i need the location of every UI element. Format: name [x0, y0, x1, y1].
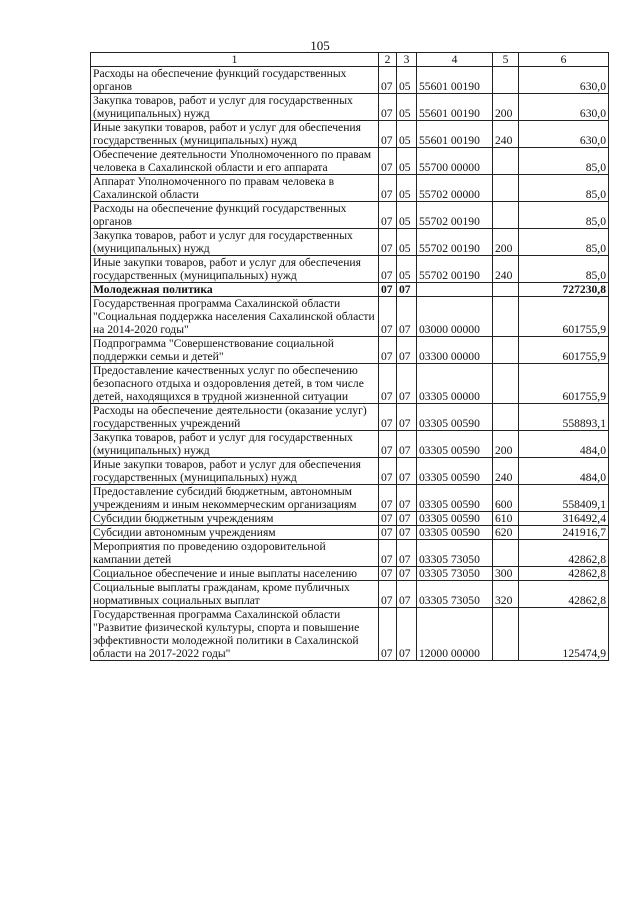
- row-section: 07: [379, 404, 397, 431]
- row-expense-type: 240: [493, 458, 519, 485]
- row-subsection: 05: [397, 67, 417, 94]
- row-expense-type: 320: [493, 581, 519, 608]
- row-subsection: 07: [397, 431, 417, 458]
- row-expense-type: [493, 608, 519, 661]
- row-expense-type: [493, 337, 519, 364]
- table-row: [91, 297, 609, 337]
- row-target-article: 55601 00190: [417, 121, 493, 148]
- row-section: 07: [379, 256, 397, 283]
- table-row: [91, 540, 609, 567]
- row-expense-type: [493, 283, 519, 297]
- table-row: [91, 148, 609, 175]
- row-section: 07: [379, 202, 397, 229]
- row-name: Предоставление субсидий бюджетным, автономным учреждениям и иным некоммерческим организациям: [91, 485, 379, 512]
- row-subsection: 07: [397, 485, 417, 512]
- table-row: [91, 283, 609, 297]
- row-subsection: 05: [397, 121, 417, 148]
- row-subsection: 07: [397, 512, 417, 526]
- table-row: [91, 608, 609, 661]
- row-section: 07: [379, 526, 397, 540]
- row-subsection: 07: [397, 540, 417, 567]
- row-amount: 316492,4: [519, 512, 609, 526]
- row-amount: 630,0: [519, 94, 609, 121]
- table-row: [91, 567, 609, 581]
- row-target-article: 55700 00000: [417, 148, 493, 175]
- row-expense-type: [493, 404, 519, 431]
- row-target-article: 55702 00190: [417, 202, 493, 229]
- row-target-article: 55702 00190: [417, 229, 493, 256]
- row-subsection: 05: [397, 256, 417, 283]
- row-section: 07: [379, 121, 397, 148]
- row-target-article: [417, 283, 493, 297]
- row-subsection: 07: [397, 404, 417, 431]
- row-amount: 125474,9: [519, 608, 609, 661]
- row-amount: 484,0: [519, 431, 609, 458]
- row-amount: 42862,8: [519, 567, 609, 581]
- row-amount: 85,0: [519, 256, 609, 283]
- row-amount: 85,0: [519, 229, 609, 256]
- row-subsection: 07: [397, 567, 417, 581]
- row-subsection: 07: [397, 526, 417, 540]
- page-number: 105: [310, 38, 330, 53]
- table-row: [91, 431, 609, 458]
- row-name: Аппарат Уполномоченного по правам человека в Сахалинской области: [91, 175, 379, 202]
- row-section: 07: [379, 540, 397, 567]
- row-name: Иные закупки товаров, работ и услуг для обеспечения государственных (муниципальных) нужд: [91, 458, 379, 485]
- row-target-article: 03305 00590: [417, 431, 493, 458]
- row-section: 07: [379, 458, 397, 485]
- row-expense-type: 620: [493, 526, 519, 540]
- row-section: 07: [379, 94, 397, 121]
- row-name: Расходы на обеспечение функций государственных органов: [91, 67, 379, 94]
- row-name: Государственная программа Сахалинской области "Социальная поддержка населения Сахалинской области на 2014-2020 годы": [91, 297, 379, 337]
- row-target-article: 12000 00000: [417, 608, 493, 661]
- row-section: 07: [379, 175, 397, 202]
- row-section: 07: [379, 431, 397, 458]
- table-row: [91, 485, 609, 512]
- row-name: Обеспечение деятельности Уполномоченного по правам человека в Сахалинской области и его аппарата: [91, 148, 379, 175]
- row-name: Государственная программа Сахалинской области "Развитие физической культуры, спорта и повышение эффективности молодежной политики в Сахалинской области на 2017-2022 годы": [91, 608, 379, 661]
- row-target-article: 03305 73050: [417, 540, 493, 567]
- row-name: Подпрограмма "Совершенствование социальной поддержки семьи и детей": [91, 337, 379, 364]
- row-subsection: 05: [397, 229, 417, 256]
- row-section: 07: [379, 297, 397, 337]
- row-expense-type: [493, 364, 519, 404]
- row-subsection: 07: [397, 337, 417, 364]
- row-section: 07: [379, 148, 397, 175]
- row-section: 07: [379, 512, 397, 526]
- row-target-article: 55702 00000: [417, 175, 493, 202]
- row-expense-type: 610: [493, 512, 519, 526]
- budget-table: [90, 52, 609, 661]
- row-name: Иные закупки товаров, работ и услуг для обеспечения государственных (муниципальных) нужд: [91, 256, 379, 283]
- row-section: 07: [379, 608, 397, 661]
- row-expense-type: [493, 67, 519, 94]
- table-row: [91, 229, 609, 256]
- row-section: 07: [379, 364, 397, 404]
- row-amount: 85,0: [519, 202, 609, 229]
- row-amount: 601755,9: [519, 364, 609, 404]
- row-name: Закупка товаров, работ и услуг для государственных (муниципальных) нужд: [91, 94, 379, 121]
- row-target-article: 03305 73050: [417, 567, 493, 581]
- table-row: [91, 175, 609, 202]
- row-expense-type: 600: [493, 485, 519, 512]
- table-row: [91, 526, 609, 540]
- row-name: Молодежная политика: [91, 283, 379, 297]
- row-expense-type: 240: [493, 121, 519, 148]
- row-expense-type: 200: [493, 94, 519, 121]
- header-col-5: 5: [493, 53, 519, 67]
- row-amount: 630,0: [519, 67, 609, 94]
- row-name: Предоставление качественных услуг по обеспечению безопасного отдыха и оздоровления детей, в том числе детей, находящихся в трудной жизненной ситуации: [91, 364, 379, 404]
- table-row: [91, 121, 609, 148]
- table-row: [91, 94, 609, 121]
- table-row: [91, 458, 609, 485]
- row-name: Мероприятия по проведению оздоровительной кампании детей: [91, 540, 379, 567]
- row-expense-type: [493, 175, 519, 202]
- row-target-article: 03305 00590: [417, 512, 493, 526]
- table-row: [91, 67, 609, 94]
- row-target-article: 03305 00590: [417, 526, 493, 540]
- table-row: [91, 512, 609, 526]
- row-amount: 601755,9: [519, 337, 609, 364]
- row-amount: 484,0: [519, 458, 609, 485]
- row-section: 07: [379, 485, 397, 512]
- row-amount: 42862,8: [519, 581, 609, 608]
- header-col-6: 6: [519, 53, 609, 67]
- header-col-2: 2: [379, 53, 397, 67]
- header-col-3: 3: [397, 53, 417, 67]
- row-expense-type: [493, 297, 519, 337]
- row-target-article: 55601 00190: [417, 67, 493, 94]
- row-amount: 727230,8: [519, 283, 609, 297]
- row-subsection: 07: [397, 458, 417, 485]
- row-name: Социальное обеспечение и иные выплаты населению: [91, 567, 379, 581]
- table-row: [91, 581, 609, 608]
- row-name: Субсидии бюджетным учреждениям: [91, 512, 379, 526]
- row-target-article: 03305 73050: [417, 581, 493, 608]
- row-subsection: 05: [397, 148, 417, 175]
- row-expense-type: 200: [493, 431, 519, 458]
- row-section: 07: [379, 67, 397, 94]
- row-target-article: 55601 00190: [417, 94, 493, 121]
- row-target-article: 55702 00190: [417, 256, 493, 283]
- row-subsection: 07: [397, 581, 417, 608]
- row-subsection: 05: [397, 94, 417, 121]
- header-col-4: 4: [417, 53, 493, 67]
- row-section: 07: [379, 567, 397, 581]
- row-amount: 241916,7: [519, 526, 609, 540]
- row-expense-type: 240: [493, 256, 519, 283]
- table-row: [91, 256, 609, 283]
- row-subsection: 07: [397, 608, 417, 661]
- table-header: [91, 53, 609, 67]
- table-row: [91, 364, 609, 404]
- row-name: Расходы на обеспечение функций государственных органов: [91, 202, 379, 229]
- row-amount: 601755,9: [519, 297, 609, 337]
- row-amount: 42862,8: [519, 540, 609, 567]
- table-row: [91, 337, 609, 364]
- row-section: 07: [379, 283, 397, 297]
- row-target-article: 03305 00000: [417, 364, 493, 404]
- header-col-1: 1: [91, 53, 379, 67]
- table-row: [91, 202, 609, 229]
- row-subsection: 07: [397, 283, 417, 297]
- row-target-article: 03305 00590: [417, 485, 493, 512]
- table-row: [91, 404, 609, 431]
- row-amount: 558893,1: [519, 404, 609, 431]
- row-name: Закупка товаров, работ и услуг для государственных (муниципальных) нужд: [91, 431, 379, 458]
- row-target-article: 03300 00000: [417, 337, 493, 364]
- row-subsection: 05: [397, 175, 417, 202]
- row-expense-type: [493, 202, 519, 229]
- row-name: Иные закупки товаров, работ и услуг для обеспечения государственных (муниципальных) нужд: [91, 121, 379, 148]
- row-amount: 630,0: [519, 121, 609, 148]
- row-target-article: 03305 00590: [417, 458, 493, 485]
- row-expense-type: 200: [493, 229, 519, 256]
- row-name: Расходы на обеспечение деятельности (оказание услуг) государственных учреждений: [91, 404, 379, 431]
- row-name: Субсидии автономным учреждениям: [91, 526, 379, 540]
- row-section: 07: [379, 581, 397, 608]
- row-target-article: 03305 00590: [417, 404, 493, 431]
- row-section: 07: [379, 337, 397, 364]
- row-amount: 558409,1: [519, 485, 609, 512]
- table-body: [91, 67, 609, 661]
- row-amount: 85,0: [519, 175, 609, 202]
- row-section: 07: [379, 229, 397, 256]
- row-subsection: 07: [397, 364, 417, 404]
- row-subsection: 07: [397, 297, 417, 337]
- row-amount: 85,0: [519, 148, 609, 175]
- row-expense-type: 300: [493, 567, 519, 581]
- row-name: Социальные выплаты гражданам, кроме публичных нормативных социальных выплат: [91, 581, 379, 608]
- row-target-article: 03000 00000: [417, 297, 493, 337]
- row-expense-type: [493, 148, 519, 175]
- row-expense-type: [493, 540, 519, 567]
- row-subsection: 05: [397, 202, 417, 229]
- row-name: Закупка товаров, работ и услуг для государственных (муниципальных) нужд: [91, 229, 379, 256]
